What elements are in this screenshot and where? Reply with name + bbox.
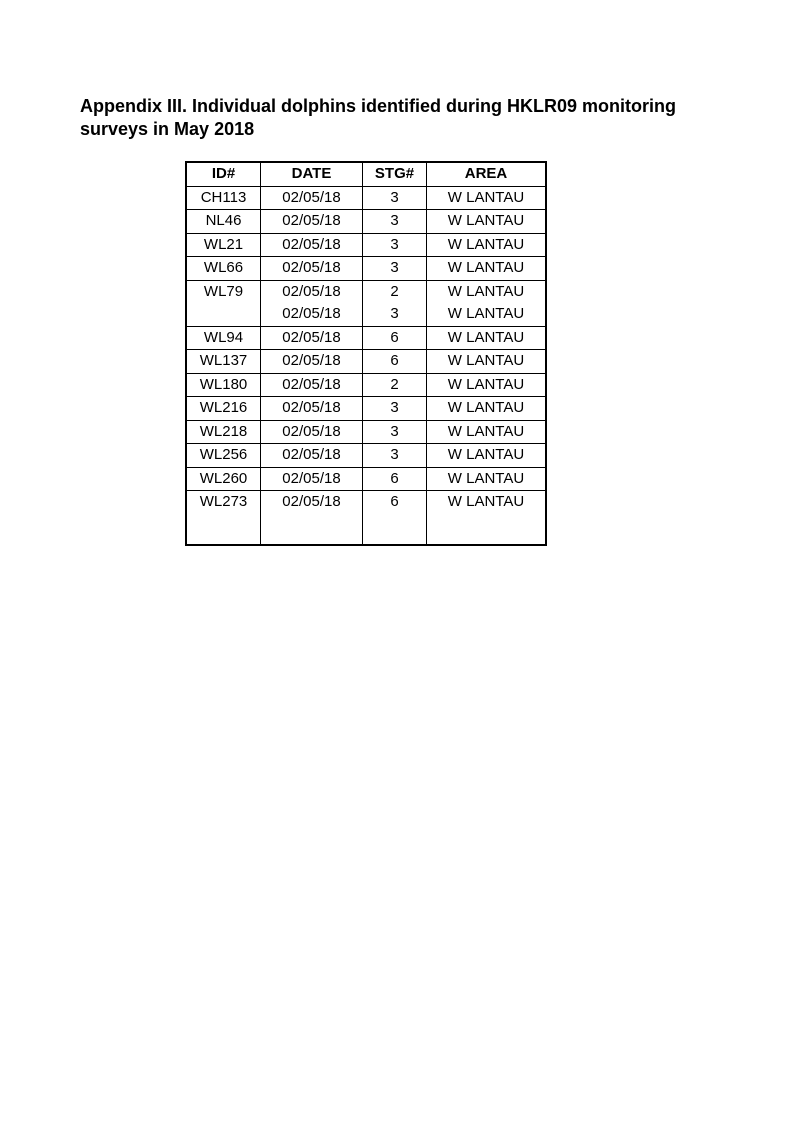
cell-date: 02/05/18: [261, 420, 363, 444]
appendix-title-line-1: Appendix III. Individual dolphins identified during HKLR09 monitoring: [80, 96, 676, 116]
cell-date: 02/05/18: [261, 491, 363, 514]
cell-stg: 3: [363, 186, 427, 210]
table-row: [186, 233, 546, 257]
cell-stg: 3: [363, 210, 427, 234]
cell-stg: 3: [363, 303, 427, 326]
cell-area: W LANTAU: [427, 444, 547, 468]
cell-stg: 2: [363, 280, 427, 303]
table-row: [186, 280, 546, 303]
table-header-row: [186, 162, 546, 186]
table-row: [186, 373, 546, 397]
table-row: [186, 303, 546, 326]
cell-empty: [363, 514, 427, 545]
header-id: ID#: [186, 162, 261, 186]
cell-area: W LANTAU: [427, 373, 547, 397]
cell-date: 02/05/18: [261, 397, 363, 421]
appendix-title-line-2: surveys in May 2018: [80, 119, 255, 139]
cell-id: NL46: [186, 210, 261, 234]
cell-stg: 6: [363, 491, 427, 514]
dolphin-id-table: [185, 161, 547, 546]
table-padding-row: [186, 514, 546, 545]
header-date: DATE: [261, 162, 363, 186]
cell-id: WL218: [186, 420, 261, 444]
cell-stg: 3: [363, 233, 427, 257]
cell-empty: [427, 514, 547, 545]
cell-date: 02/05/18: [261, 350, 363, 374]
table-row: [186, 210, 546, 234]
cell-date: 02/05/18: [261, 467, 363, 491]
cell-area: W LANTAU: [427, 233, 547, 257]
cell-empty: [261, 514, 363, 545]
cell-area: W LANTAU: [427, 210, 547, 234]
cell-area: W LANTAU: [427, 280, 547, 303]
cell-area: W LANTAU: [427, 350, 547, 374]
cell-id: WL94: [186, 326, 261, 350]
cell-stg: 6: [363, 467, 427, 491]
table-row: [186, 257, 546, 281]
table-row: [186, 467, 546, 491]
cell-stg: 3: [363, 420, 427, 444]
cell-date: 02/05/18: [261, 186, 363, 210]
cell-stg: 6: [363, 350, 427, 374]
cell-area: W LANTAU: [427, 397, 547, 421]
cell-id: WL180: [186, 373, 261, 397]
cell-area: W LANTAU: [427, 491, 547, 514]
table-row: [186, 397, 546, 421]
cell-stg: 3: [363, 397, 427, 421]
table-row: [186, 444, 546, 468]
cell-date: 02/05/18: [261, 303, 363, 326]
header-stg: STG#: [363, 162, 427, 186]
header-area: AREA: [427, 162, 547, 186]
table-row: [186, 420, 546, 444]
cell-date: 02/05/18: [261, 210, 363, 234]
appendix-title: [80, 95, 740, 141]
cell-date: 02/05/18: [261, 257, 363, 281]
cell-id: WL66: [186, 257, 261, 281]
cell-area: W LANTAU: [427, 257, 547, 281]
cell-stg: 3: [363, 257, 427, 281]
cell-id: WL260: [186, 467, 261, 491]
cell-id: WL216: [186, 397, 261, 421]
cell-id: CH113: [186, 186, 261, 210]
cell-id: WL79: [203, 282, 244, 300]
cell-id: [186, 303, 261, 326]
table-row: [186, 491, 546, 514]
cell-id: WL273: [199, 493, 248, 511]
cell-area: W LANTAU: [427, 326, 547, 350]
cell-date: 02/05/18: [261, 444, 363, 468]
cell-area: W LANTAU: [427, 420, 547, 444]
cell-stg: 2: [363, 373, 427, 397]
cell-date: 02/05/18: [261, 233, 363, 257]
cell-date: 02/05/18: [261, 280, 363, 303]
cell-id: WL137: [186, 350, 261, 374]
cell-date: 02/05/18: [261, 326, 363, 350]
cell-date: 02/05/18: [261, 373, 363, 397]
table-row: [186, 350, 546, 374]
cell-id: WL256: [186, 444, 261, 468]
table-row: [186, 186, 546, 210]
cell-area: W LANTAU: [427, 186, 547, 210]
cell-area: W LANTAU: [427, 303, 547, 326]
cell-stg: 3: [363, 444, 427, 468]
cell-stg: 6: [363, 326, 427, 350]
table-row: [186, 326, 546, 350]
cell-id: WL21: [186, 233, 261, 257]
cell-area: W LANTAU: [427, 467, 547, 491]
cell-empty: [186, 514, 261, 545]
